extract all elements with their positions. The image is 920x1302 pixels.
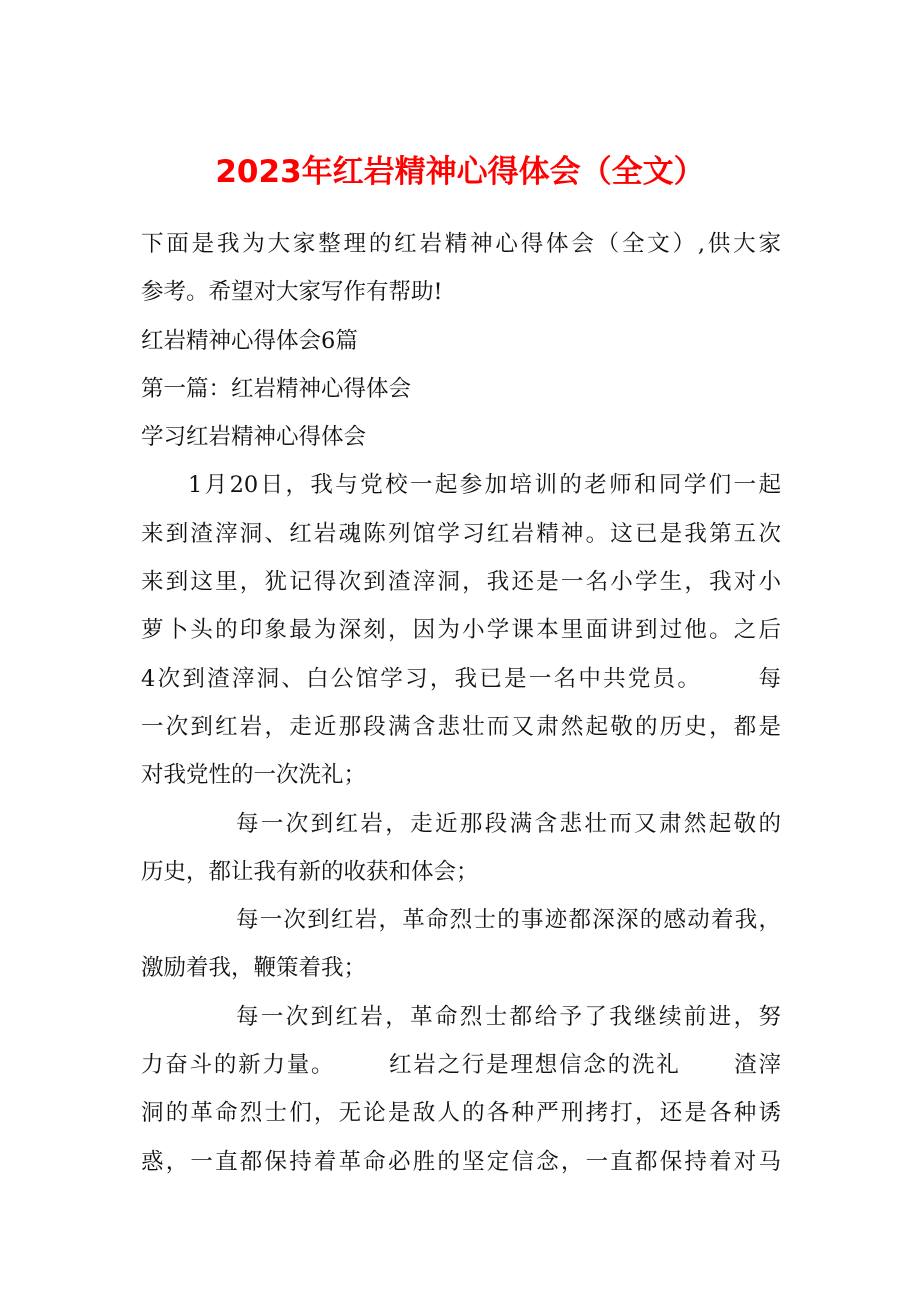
text-line: 参考。希望对大家写作有帮助! — [141, 279, 443, 306]
section-heading: 红岩精神心得体会6篇 — [141, 327, 358, 354]
text-line: 每一次到红岩，革命烈士都给予了我继续前进，努 — [236, 1003, 781, 1030]
section-heading: 第一篇：红岩精神心得体会 — [141, 375, 412, 402]
text-line: 来到渣滓洞、红岩魂陈列馆学习红岩精神。这已是我第五次 — [141, 520, 781, 547]
text-line: 激励着我，鞭策着我； — [141, 955, 367, 982]
text-line: 历史，都让我有新的收获和体会； — [141, 858, 479, 885]
text-line: 洞的革命烈士们，无论是敌人的各种严刑拷打，还是各种诱 — [141, 1100, 781, 1127]
text-line: 4次到渣滓洞、白公馆学习，我已是一名中共党员。 每 — [141, 665, 781, 692]
text-line: 来到这里，犹记得次到渣滓洞，我还是一名小学生，我对小 — [141, 569, 781, 596]
text-line: 下面是我为大家整理的红岩精神心得体会（全文）,供大家 — [141, 231, 781, 257]
document-body — [141, 220, 781, 1186]
text-line: 力奋斗的新力量。 红岩之行是理想信念的洗礼 渣滓 — [141, 1052, 781, 1079]
text-line: 对我党性的一次洗礼； — [141, 762, 367, 789]
text-line: 每一次到红岩，走近那段满含悲壮而又肃然起敬的 — [236, 810, 781, 837]
document-title: 2023年红岩精神心得体会（全文） — [215, 154, 705, 190]
section-heading: 学习红岩精神心得体会 — [141, 424, 367, 451]
text-line: 萝卜头的印象最为深刻，因为小学课本里面讲到过他。之后 — [141, 617, 781, 644]
text-line: 惑，一直都保持着革命必胜的坚定信念，一直都保持着对马 — [141, 1148, 781, 1175]
text-line: 每一次到红岩，革命烈士的事迹都深深的感动着我， — [236, 907, 781, 934]
text-line: 1月20日，我与党校一起参加培训的老师和同学们一起 — [188, 472, 781, 499]
text-line: 一次到红岩，走近那段满含悲壮而又肃然起敬的历史，都是 — [141, 713, 781, 740]
